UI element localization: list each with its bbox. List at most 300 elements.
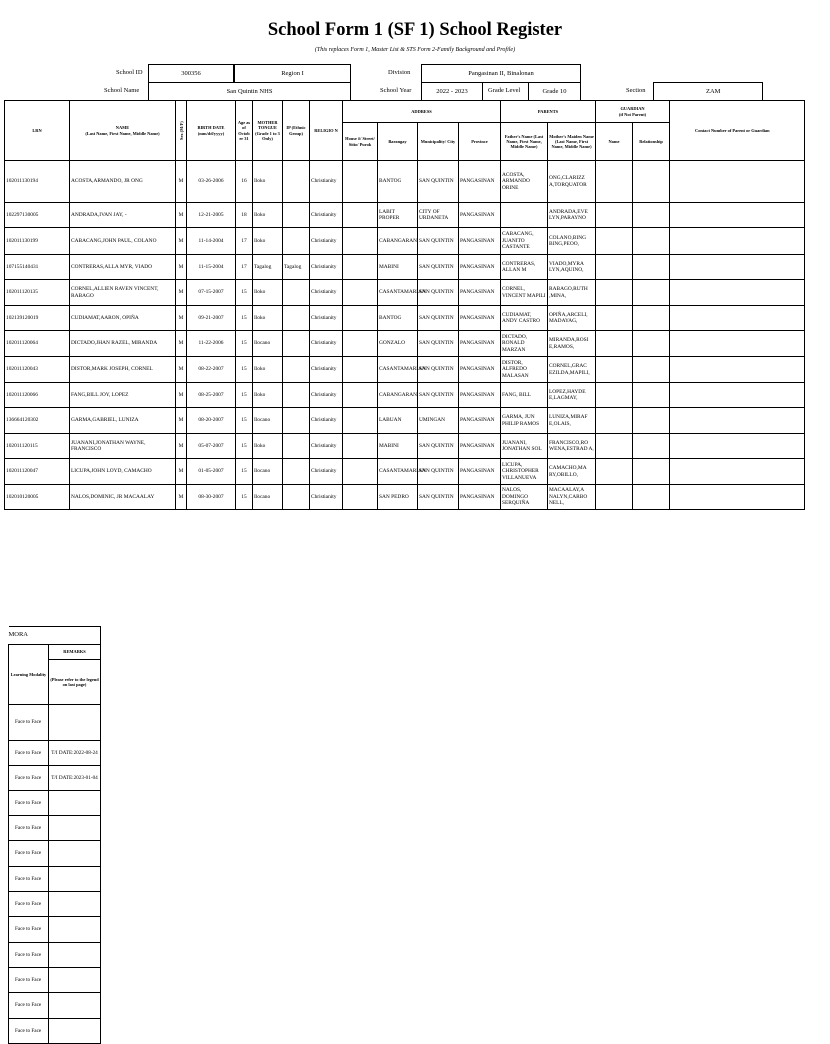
cell-learning-modality: Face to Face [9, 867, 49, 892]
cell-sex: M [176, 306, 187, 331]
cell-remarks: T/I DATE:2023-01-04 [49, 766, 101, 791]
cell-mother-tongue: Iloko [253, 228, 283, 255]
cell-guardian-name [596, 255, 633, 280]
cell-name: ANDRADA,IVAN JAY, - [70, 203, 176, 228]
cell-birth-date: 08-30-2007 [187, 485, 236, 510]
cell-ip [283, 383, 310, 408]
region-field: Region I [234, 64, 351, 83]
header-mother: Mother's Maiden Name (Last Name, First Name, Middle Name) [548, 123, 596, 161]
list-item [9, 993, 101, 1019]
cell-religion: Christianity [310, 228, 343, 255]
cell-guardian-relationship [633, 459, 670, 485]
cell-mother-tongue: Tagalog [253, 255, 283, 280]
cell-guardian-relationship [633, 280, 670, 306]
cell-guardian-name [596, 408, 633, 434]
cell-guardian-relationship [633, 485, 670, 510]
cell-mother-tongue: Ilocano [253, 331, 283, 357]
cell-mother: MIRANDA,ROSI E,RAMOS, [548, 331, 596, 357]
cell-municipality: SAN QUINTIN [418, 434, 459, 459]
cell-remarks [49, 791, 101, 816]
cell-ip [283, 228, 310, 255]
school-id-label: School ID [116, 69, 143, 76]
header-age: Age as of Octob er 31 [236, 101, 253, 161]
cell-age: 17 [236, 228, 253, 255]
cell-ip [283, 459, 310, 485]
cell-lrn: 102297130005 [5, 203, 70, 228]
header-father: Father's Name (Last Name, First Name, Middle Name) [501, 123, 548, 161]
cell-remarks [49, 841, 101, 867]
cell-mother-tongue: Ilocano [253, 485, 283, 510]
table-row [5, 434, 805, 459]
cell-contact [670, 331, 805, 357]
cell-mother: OPIÑA,ARCELI, MADAYAG, [548, 306, 596, 331]
cell-mother-tongue: Ilocano [253, 459, 283, 485]
cell-sex: M [176, 383, 187, 408]
cell-guardian-name [596, 203, 633, 228]
header-ip: IP (Ethnic Group) [283, 101, 310, 161]
cell-sex: M [176, 228, 187, 255]
header-guardian-name: Name [596, 123, 633, 161]
header-remarks: REMARKS [49, 645, 101, 660]
cell-lrn: 102011120115 [5, 434, 70, 459]
cell-province: PANGASINAN [459, 459, 501, 485]
header-barangay: Barangay [378, 123, 418, 161]
table-row [5, 280, 805, 306]
cell-house [343, 228, 378, 255]
cell-name: DICTADO,JHAN RAZEL, MIRANDA [70, 331, 176, 357]
cell-sex: M [176, 459, 187, 485]
cell-guardian-relationship [633, 306, 670, 331]
cell-age: 15 [236, 485, 253, 510]
cell-lrn: 102139120019 [5, 306, 70, 331]
cell-barangay: CABANGARAN [378, 228, 418, 255]
cell-name: LICUPA,JOHN LOYD, CAMACHO [70, 459, 176, 485]
cell-mother: RABAGO,RUTH ,MINA, [548, 280, 596, 306]
cell-house [343, 459, 378, 485]
header-remarks-note: (Please refer to the legend on last page) [49, 660, 101, 705]
school-id-field: 300356 [148, 64, 234, 83]
cell-religion: Christianity [310, 434, 343, 459]
cell-guardian-name [596, 434, 633, 459]
cell-house [343, 161, 378, 203]
cell-lrn: 136664120302 [5, 408, 70, 434]
list-item [9, 816, 101, 841]
cell-remarks [49, 705, 101, 741]
cell-guardian-name [596, 383, 633, 408]
cell-birth-date: 05-07-2007 [187, 434, 236, 459]
cell-remarks [49, 867, 101, 892]
cell-mother: COLANO,BING BING,PEOO, [548, 228, 596, 255]
cell-ip: Tagalog [283, 255, 310, 280]
cell-contact [670, 434, 805, 459]
cell-province: PANGASINAN [459, 485, 501, 510]
cell-municipality: SAN QUINTIN [418, 280, 459, 306]
cell-sex: M [176, 280, 187, 306]
cell-guardian-name [596, 161, 633, 203]
cell-barangay: MABINI [378, 434, 418, 459]
cell-learning-modality: Face to Face [9, 1019, 49, 1044]
table-row [5, 357, 805, 383]
cell-name: CUDIAMAT,AARON, OPIÑA [70, 306, 176, 331]
cell-birth-date: 08-22-2007 [187, 357, 236, 383]
table-row [5, 331, 805, 357]
cell-birth-date: 01-05-2007 [187, 459, 236, 485]
cell-learning-modality: Face to Face [9, 741, 49, 766]
school-name-field: San Quintin NHS [148, 82, 351, 101]
remarks-section-label: MORA [9, 627, 101, 645]
cell-guardian-name [596, 306, 633, 331]
cell-mother: CAMACHO,MA RY,OBILLO, [548, 459, 596, 485]
header-contact: Contact Number of Parent or Guardian [670, 101, 805, 161]
cell-lrn: 102010120005 [5, 485, 70, 510]
header-municipality: Municipality/ City [418, 123, 459, 161]
cell-contact [670, 255, 805, 280]
cell-guardian-relationship [633, 434, 670, 459]
cell-province: PANGASINAN [459, 357, 501, 383]
grade-level-field: Grade 10 [528, 82, 581, 101]
header-guardian-relationship: Relationship [633, 123, 670, 161]
list-item [9, 705, 101, 741]
cell-name: CONTRERAS,ALLA MYR, VIADO [70, 255, 176, 280]
remarks-section [8, 626, 101, 1044]
header-religion: RELIGIO N [310, 101, 343, 161]
header-house: House #/ Street/ Sitio/ Purok [343, 123, 378, 161]
cell-guardian-name [596, 459, 633, 485]
cell-age: 16 [236, 161, 253, 203]
cell-ip [283, 357, 310, 383]
school-year-field: 2022 - 2023 [421, 82, 483, 101]
cell-father: JUANANI, JONATHAN SOL [501, 434, 548, 459]
cell-municipality: SAN QUINTIN [418, 306, 459, 331]
cell-learning-modality: Face to Face [9, 968, 49, 993]
header-learning-modality: Learning Modality [9, 645, 49, 705]
cell-contact [670, 383, 805, 408]
cell-mother: FRANCISCO,RO WENA,ESTRAD A, [548, 434, 596, 459]
cell-contact [670, 161, 805, 203]
cell-ip [283, 306, 310, 331]
cell-religion: Christianity [310, 408, 343, 434]
cell-learning-modality: Face to Face [9, 993, 49, 1019]
list-item [9, 917, 101, 943]
cell-barangay: LABIT PROPER [378, 203, 418, 228]
cell-guardian-relationship [633, 331, 670, 357]
cell-remarks [49, 1019, 101, 1044]
section-label: Section [626, 87, 646, 94]
division-field: Pangasinan II, Binalonan [421, 64, 581, 83]
school-name-label: School Name [104, 87, 140, 94]
cell-guardian-relationship [633, 408, 670, 434]
cell-mother-tongue: Iloko [253, 434, 283, 459]
cell-name: CABACANG,JOHN PAUL, COLANO [70, 228, 176, 255]
cell-barangay: BANTOG [378, 306, 418, 331]
cell-father: DISTOR, ALFREDO MALASAN [501, 357, 548, 383]
cell-guardian-relationship [633, 357, 670, 383]
cell-father: CORNEL, VINCENT MAPILI [501, 280, 548, 306]
cell-father: CUDIAMAT, ANDY CASTRO [501, 306, 548, 331]
cell-municipality: SAN QUINTIN [418, 255, 459, 280]
table-row [5, 228, 805, 255]
cell-religion: Christianity [310, 203, 343, 228]
cell-mother-tongue: Iloko [253, 203, 283, 228]
cell-sex: M [176, 357, 187, 383]
cell-remarks [49, 993, 101, 1019]
cell-ip [283, 161, 310, 203]
cell-age: 15 [236, 383, 253, 408]
cell-barangay: LABUAN [378, 408, 418, 434]
cell-province: PANGASINAN [459, 331, 501, 357]
cell-ip [283, 280, 310, 306]
cell-age: 15 [236, 280, 253, 306]
cell-name: ACOSTA,ARMANDO, JR ONG [70, 161, 176, 203]
header-lrn: LRN [5, 101, 70, 161]
cell-municipality: SAN QUINTIN [418, 357, 459, 383]
cell-ip [283, 485, 310, 510]
cell-age: 15 [236, 459, 253, 485]
page-title: School Form 1 (SF 1) School Register [267, 20, 563, 40]
cell-lrn: 102011120066 [5, 383, 70, 408]
cell-mother: ONG,CLARIZZ A,TORQUATOR [548, 161, 596, 203]
cell-municipality: SAN QUINTIN [418, 383, 459, 408]
cell-birth-date: 07-15-2007 [187, 280, 236, 306]
cell-contact [670, 306, 805, 331]
cell-province: PANGASINAN [459, 203, 501, 228]
cell-remarks [49, 816, 101, 841]
header-sex: Sex (M/F) [176, 101, 187, 161]
cell-barangay: MABINI [378, 255, 418, 280]
cell-sex: M [176, 485, 187, 510]
cell-ip [283, 331, 310, 357]
cell-father [501, 203, 548, 228]
cell-mother-tongue: Iloko [253, 383, 283, 408]
cell-house [343, 434, 378, 459]
cell-guardian-name [596, 331, 633, 357]
table-row [5, 383, 805, 408]
cell-mother: VIADO,MYRA LYN,AQUINO, [548, 255, 596, 280]
header-mother-tongue: MOTHER TONGUE (Grade 1 to 3 Only) [253, 101, 283, 161]
table-row [5, 459, 805, 485]
cell-ip [283, 434, 310, 459]
cell-name: FANG,BILL JOY, LOPEZ [70, 383, 176, 408]
table-row [5, 203, 805, 228]
cell-birth-date: 11-22-2006 [187, 331, 236, 357]
list-item [9, 867, 101, 892]
cell-province: PANGASINAN [459, 228, 501, 255]
cell-lrn: 102011130199 [5, 228, 70, 255]
cell-province: PANGASINAN [459, 383, 501, 408]
cell-contact [670, 485, 805, 510]
cell-province: PANGASINAN [459, 434, 501, 459]
cell-religion: Christianity [310, 331, 343, 357]
cell-father: NALOS, DOMINGO SERQUIÑA [501, 485, 548, 510]
cell-birth-date: 08-25-2007 [187, 383, 236, 408]
cell-contact [670, 203, 805, 228]
cell-father: CONTRERAS, ALLAN M [501, 255, 548, 280]
cell-age: 17 [236, 255, 253, 280]
division-label: Division [388, 69, 411, 76]
section-field: ZAM [653, 82, 763, 101]
list-item [9, 968, 101, 993]
grade-level-label: Grade Level [488, 87, 521, 94]
cell-father: DICTADO, RONALD MARZAN [501, 331, 548, 357]
cell-municipality: CITY OF URDANETA [418, 203, 459, 228]
cell-name: JUANANI,JONATHAN WAYNE, FRANCISCO [70, 434, 176, 459]
list-item [9, 741, 101, 766]
cell-religion: Christianity [310, 485, 343, 510]
cell-house [343, 306, 378, 331]
cell-house [343, 203, 378, 228]
cell-age: 18 [236, 203, 253, 228]
cell-age: 15 [236, 434, 253, 459]
cell-religion: Christianity [310, 383, 343, 408]
table-row [5, 255, 805, 280]
cell-mother: ANDRADA,EVE LYN,PARAYNO [548, 203, 596, 228]
cell-mother: MACAALAY,A NALYN,CARBO NELL, [548, 485, 596, 510]
cell-remarks [49, 943, 101, 968]
list-item [9, 841, 101, 867]
cell-religion: Christianity [310, 280, 343, 306]
cell-remarks [49, 892, 101, 917]
cell-religion: Christianity [310, 357, 343, 383]
cell-municipality: UMINGAN [418, 408, 459, 434]
cell-sex: M [176, 434, 187, 459]
cell-sex: M [176, 408, 187, 434]
cell-ip [283, 408, 310, 434]
cell-mother-tongue: Iloko [253, 306, 283, 331]
cell-name: CORNEL,ALLIEN RAVEN VINCENT, RABAGO [70, 280, 176, 306]
list-item [9, 766, 101, 791]
cell-barangay: SAN PEDRO [378, 485, 418, 510]
cell-lrn: 107155140431 [5, 255, 70, 280]
cell-learning-modality: Face to Face [9, 892, 49, 917]
cell-remarks: T/I DATE:2022-08-24 [49, 741, 101, 766]
cell-guardian-name [596, 485, 633, 510]
cell-mother: CORNEL,GRAC EZILDA,MAPILI, [548, 357, 596, 383]
table-row [5, 485, 805, 510]
cell-sex: M [176, 255, 187, 280]
cell-birth-date: 11-15-2004 [187, 255, 236, 280]
cell-mother: LUNIZA,MIRAF E,OLAIS, [548, 408, 596, 434]
cell-remarks [49, 968, 101, 993]
cell-house [343, 383, 378, 408]
cell-religion: Christianity [310, 459, 343, 485]
cell-guardian-name [596, 357, 633, 383]
cell-lrn: 102011120047 [5, 459, 70, 485]
cell-mother-tongue: Iloko [253, 161, 283, 203]
table-row [5, 306, 805, 331]
cell-learning-modality: Face to Face [9, 766, 49, 791]
cell-father: GARMA, JUN PHILIP RAMOS [501, 408, 548, 434]
cell-ip [283, 203, 310, 228]
cell-remarks [49, 917, 101, 943]
cell-guardian-name [596, 228, 633, 255]
table-row [5, 408, 805, 434]
cell-contact [670, 228, 805, 255]
cell-sex: M [176, 331, 187, 357]
header-name: NAME (Last Name, First Name, Middle Name) [70, 101, 176, 161]
remarks-table [8, 626, 101, 1044]
cell-contact [670, 459, 805, 485]
cell-age: 15 [236, 408, 253, 434]
cell-religion: Christianity [310, 255, 343, 280]
cell-learning-modality: Face to Face [9, 841, 49, 867]
list-item [9, 1019, 101, 1044]
cell-barangay: CASANTAMARIAN [378, 280, 418, 306]
cell-mother-tongue: Iloko [253, 357, 283, 383]
cell-learning-modality: Face to Face [9, 705, 49, 741]
cell-house [343, 255, 378, 280]
cell-house [343, 331, 378, 357]
cell-lrn: 102011130194 [5, 161, 70, 203]
cell-house [343, 485, 378, 510]
table-row [5, 161, 805, 203]
cell-contact [670, 357, 805, 383]
cell-name: NALOS,DOMINIC, JR MACAALAY [70, 485, 176, 510]
cell-guardian-relationship [633, 383, 670, 408]
cell-age: 15 [236, 331, 253, 357]
header-address: ADDRESS [343, 101, 501, 123]
cell-age: 15 [236, 306, 253, 331]
list-item [9, 791, 101, 816]
cell-sex: M [176, 161, 187, 203]
cell-province: PANGASINAN [459, 161, 501, 203]
cell-contact [670, 408, 805, 434]
cell-municipality: SAN QUINTIN [418, 161, 459, 203]
cell-house [343, 408, 378, 434]
cell-name: GARMA,GABRIEL, LUNIZA [70, 408, 176, 434]
register-table [4, 100, 805, 510]
cell-father: FANG, BILL [501, 383, 548, 408]
cell-province: PANGASINAN [459, 255, 501, 280]
cell-lrn: 102011120064 [5, 331, 70, 357]
cell-municipality: SAN QUINTIN [418, 331, 459, 357]
cell-house [343, 280, 378, 306]
cell-birth-date: 08-20-2007 [187, 408, 236, 434]
cell-learning-modality: Face to Face [9, 816, 49, 841]
list-item [9, 943, 101, 968]
cell-guardian-relationship [633, 203, 670, 228]
cell-learning-modality: Face to Face [9, 791, 49, 816]
cell-contact [670, 280, 805, 306]
cell-guardian-relationship [633, 161, 670, 203]
cell-municipality: SAN QUINTIN [418, 228, 459, 255]
cell-religion: Christianity [310, 161, 343, 203]
cell-barangay: CABANGARAN [378, 383, 418, 408]
cell-birth-date: 11-14-2004 [187, 228, 236, 255]
cell-lrn: 102011120135 [5, 280, 70, 306]
header-parents: PARENTS [501, 101, 596, 123]
cell-province: PANGASINAN [459, 306, 501, 331]
cell-birth-date: 12-21-2005 [187, 203, 236, 228]
cell-guardian-relationship [633, 255, 670, 280]
header-province: Province [459, 123, 501, 161]
cell-name: DISTOR,MARK JOSEPH, CORNEL [70, 357, 176, 383]
cell-mother-tongue: Ilocano [253, 408, 283, 434]
cell-province: PANGASINAN [459, 408, 501, 434]
cell-barangay: GONZALO [378, 331, 418, 357]
cell-religion: Christianity [310, 306, 343, 331]
page-subtitle: (This replaces Form 1, Master List & STS Form 2-Family Background and Profile) [314, 47, 516, 53]
list-item [9, 892, 101, 917]
cell-learning-modality: Face to Face [9, 943, 49, 968]
cell-house [343, 357, 378, 383]
cell-guardian-name [596, 280, 633, 306]
school-year-label: School Year [380, 87, 412, 94]
header-guardian: GUARDIAN (if Not Parent) [596, 101, 670, 123]
cell-father: ACOSTA, ARMANDO ORINE [501, 161, 548, 203]
cell-province: PANGASINAN [459, 280, 501, 306]
cell-mother-tongue: Iloko [253, 280, 283, 306]
cell-age: 15 [236, 357, 253, 383]
